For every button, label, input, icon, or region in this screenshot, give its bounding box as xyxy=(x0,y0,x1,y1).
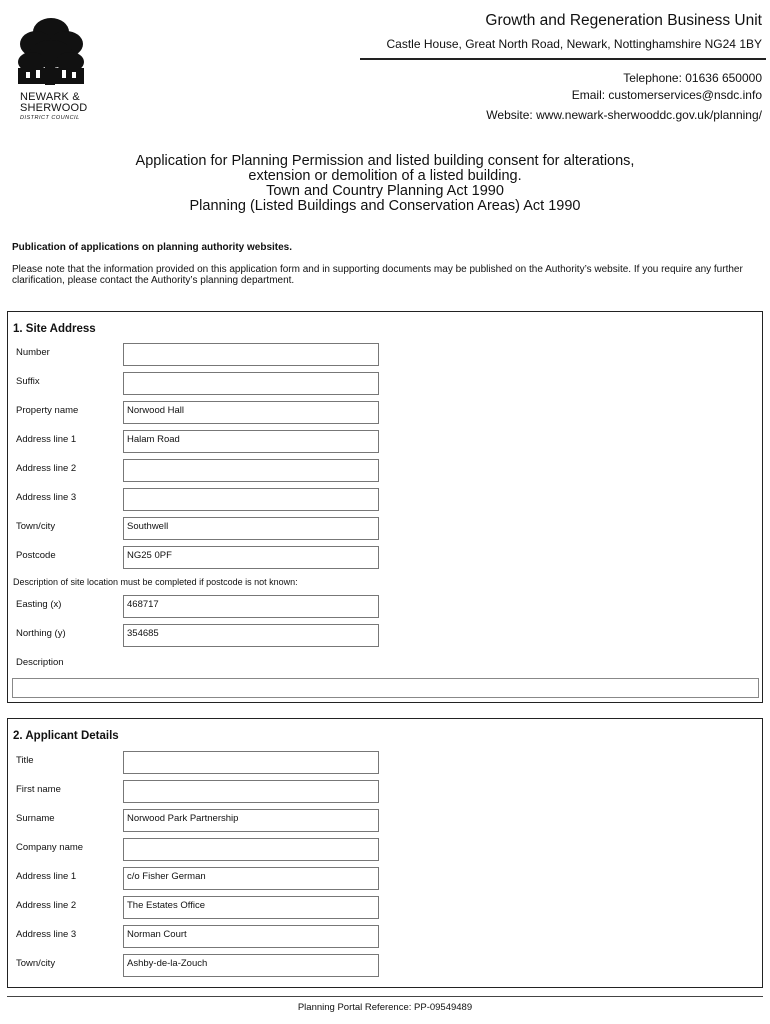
number-field[interactable] xyxy=(123,343,379,366)
field-label: Address line 3 xyxy=(16,929,77,940)
field-label: Postcode xyxy=(16,550,56,561)
council-address: Castle House, Great North Road, Newark, Nottinghamshire NG24 1BY xyxy=(386,37,762,51)
field-label: Address line 3 xyxy=(16,492,77,503)
form-title xyxy=(0,154,770,214)
address-line-2-field[interactable] xyxy=(123,459,379,482)
email: Email: customerservices@nsdc.info xyxy=(571,88,762,102)
section-title: 2. Applicant Details xyxy=(13,730,119,742)
field-label: Address line 2 xyxy=(16,463,77,474)
applicant-address-line-2-field[interactable]: The Estates Office xyxy=(123,896,379,919)
postcode-field[interactable]: NG25 0PF xyxy=(123,546,379,569)
title-line: Application for Planning Permission and listed building consent for alterations, xyxy=(135,153,635,169)
council-name: NEWARK & SHERWOOD xyxy=(20,91,88,114)
field-label: Property name xyxy=(16,405,79,416)
property-name-field[interactable]: Norwood Hall xyxy=(123,401,379,424)
title-field[interactable] xyxy=(123,751,379,774)
field-label: Town/city xyxy=(16,521,56,532)
field-label: Address line 1 xyxy=(16,434,77,445)
location-note: Description of site location must be completed if postcode is not known: xyxy=(13,577,298,587)
field-label: Address line 1 xyxy=(16,871,77,882)
northing-field[interactable]: 354685 xyxy=(123,624,379,647)
surname-field[interactable]: Norwood Park Partnership xyxy=(123,809,379,832)
description-field[interactable] xyxy=(12,678,759,698)
address-line-1-field[interactable]: Halam Road xyxy=(123,430,379,453)
field-label: Description xyxy=(16,657,64,668)
field-label: Address line 2 xyxy=(16,900,77,911)
website: Website: www.newark-sherwooddc.gov.uk/planning/ xyxy=(486,108,762,122)
applicant-address-line-3-field[interactable]: Norman Court xyxy=(123,925,379,948)
field-label: Number xyxy=(16,347,50,358)
publication-notice: Please note that the information provided on this application form and in supporting documents may be published on the Authority’s website. If you require any further clarification, please contact the Authority’s planning department. xyxy=(12,264,743,286)
field-label: Surname xyxy=(16,813,55,824)
applicant-details-section xyxy=(7,718,763,988)
field-label: Company name xyxy=(16,842,84,853)
town-city-field[interactable]: Southwell xyxy=(123,517,379,540)
field-label: Town/city xyxy=(16,958,56,969)
field-label: First name xyxy=(16,784,61,795)
address-line-3-field[interactable] xyxy=(123,488,379,511)
council-subtitle: DISTRICT COUNCIL xyxy=(20,115,80,121)
field-label: Easting (x) xyxy=(16,599,62,610)
company-name-field[interactable] xyxy=(123,838,379,861)
first-name-field[interactable] xyxy=(123,780,379,803)
field-label: Suffix xyxy=(16,376,40,387)
field-label: Title xyxy=(16,755,34,766)
title-line: Planning (Listed Buildings and Conservation Areas) Act 1990 xyxy=(189,198,581,214)
title-line: extension or demolition of a listed building. xyxy=(248,168,522,184)
title-line: Town and Country Planning Act 1990 xyxy=(266,183,504,199)
header-rule xyxy=(360,58,766,60)
applicant-address-line-1-field[interactable]: c/o Fisher German xyxy=(123,867,379,890)
applicant-town-city-field[interactable]: Ashby-de-la-Zouch xyxy=(123,954,379,977)
field-label: Northing (y) xyxy=(16,628,66,639)
section-title: 1. Site Address xyxy=(13,323,96,335)
site-address-section xyxy=(7,311,763,703)
business-unit-title: Growth and Regeneration Business Unit xyxy=(485,12,762,29)
suffix-field[interactable] xyxy=(123,372,379,395)
planning-portal-reference: Planning Portal Reference: PP-09549489 xyxy=(297,1002,473,1013)
telephone: Telephone: 01636 650000 xyxy=(623,71,762,85)
footer-rule xyxy=(7,996,763,997)
publication-heading: Publication of applications on planning authority websites. xyxy=(12,242,293,253)
easting-field[interactable]: 468717 xyxy=(123,595,379,618)
